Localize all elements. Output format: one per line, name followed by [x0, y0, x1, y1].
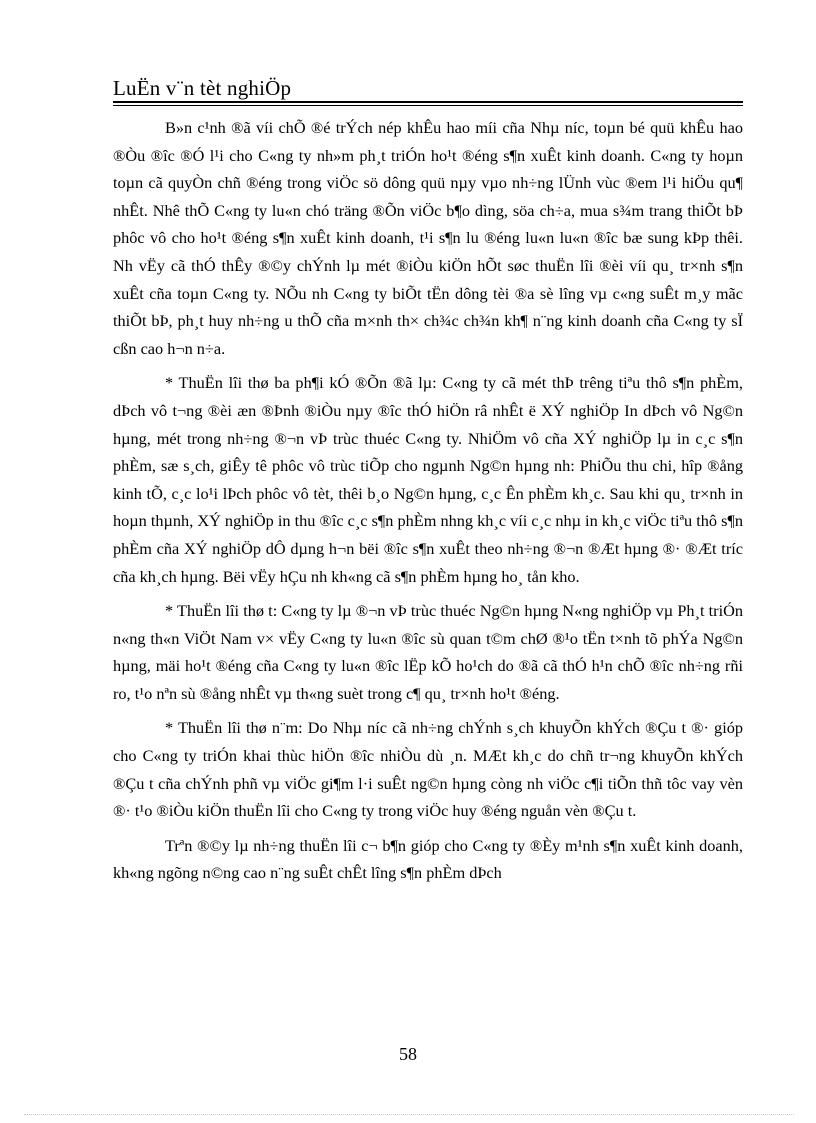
paragraph: Trªn ®©y lµ nh÷ng thuËn lîi c¬ b¶n gióp cho C«ng ty ®Èy m¹nh s¶n xuÊt kinh doanh, kh«ng ngõng n©ng cao n¨ng suÊt chÊt lîng s¶n phÈm dÞch	[113, 835, 743, 883]
header-rule-thin	[113, 105, 743, 106]
paragraph: * ThuËn lîi thø n¨m: Do Nhµ níc cã nh÷ng chÝnh s¸ch khuyÕn khÝch ®Çu t ®· gióp cho C«ng ty triÓn khai thùc hiÖn ®îc nhiÒu dù ¸n. MÆt kh¸c do chñ tr¬ng khuyÕn khÝch ®Çu t cña chÝnh phñ vµ viÖc gi¶m l·i suÊt ng©n hµng còng nh viÖc c¶i tiÕn thñ tôc vay vèn ®· t¹o ®iÒu kiÖn thuËn lîi cho C«ng ty trong viÖc huy ®éng nguån vèn ®Çu t.	[113, 718, 743, 821]
page-header	[113, 76, 743, 100]
paragraph: * ThuËn lîi thø ba ph¶i kÓ ®Õn ®ã lµ: C«ng ty cã mét thÞ trêng tiªu thô s¶n phÈm, dÞch vô t¬ng ®èi æn ®Þnh ®iÒu nµy ®îc thÓ hiÖn râ nhÊt ë XÝ nghiÖp In dÞch vô Ng©n hµng, mét trong nh÷ng ®¬n vÞ trùc thuéc C«ng ty. NhiÖm vô cña XÝ nghiÖp lµ in c¸c s¶n phÈm, sæ s¸ch, giÊy tê phôc vô trùc tiÕp cho ngµnh Ng©n hµng nh: PhiÕu thu chi, hîp ®ång kinh tÕ, c¸c lo¹i lÞch phôc vô tèt, thêi b¸o Ng©n hµng, c¸c Ên phÈm kh¸c. Sau khi qu¸ tr×nh in hoµn thµnh, XÝ nghiÖp in thu ®îc c¸c s¶n phÈm nhng kh¸c víi c¸c nhµ in kh¸c viÖc tiªu thô s¶n phÈm cña XÝ nghiÖp dÔ dµng h¬n bëi ®îc s¶n xuÊt theo nh÷ng ®¬n ®Æt hµng ®· ®Æt tríc cña kh¸ch hµng. Bëi vËy hÇu nh kh«ng cã s¶n phÈm hµng ho¸ tån kho.	[113, 373, 743, 586]
page-number: 58	[399, 1044, 417, 1064]
bottom-divider	[24, 1114, 794, 1115]
paragraph: * ThuËn lîi thø t: C«ng ty lµ ®¬n vÞ trùc thuéc Ng©n hµng N«ng nghiÖp vµ Ph¸t triÓn n«ng th«n ViÖt Nam v× vËy C«ng ty lu«n ®îc sù quan t©m chØ ®¹o tËn t×nh tõ phÝa Ng©n hµng, mäi ho¹t ®éng cña C«ng ty lu«n ®îc lËp kÕ ho¹ch do ®ã cã thÓ h¹n chÕ ®îc nh÷ng rñi ro, t¹o nªn sù ®ång nhÊt vµ th«ng suèt trong c¶ qu¸ tr×nh ho¹t ®éng.	[113, 601, 743, 703]
header-rule	[113, 101, 743, 103]
body-text	[113, 114, 743, 894]
header-title: LuËn v¨n tèt nghiÖp	[113, 76, 292, 100]
paragraph: B»n c¹nh ®ã víi chÕ ®é trÝch nép khÊu hao míi cña Nhµ níc, toµn bé quü khÊu hao ®Òu ®îc ®Ó l¹i cho C«ng ty nh»m ph¸t triÓn ho¹t ®éng s¶n xuÊt kinh doanh. C«ng ty hoµn toµn cã quyÒn chñ ®éng trong viÖc sö dông quü nµy vµo nh÷ng lÜnh vùc ®em l¹i hiÖu qu¶ nhÊt. Nhê thÕ C«ng ty lu«n chó träng ®Õn viÖc b¶o dìng, söa ch÷a, mua s¾m trang thiÕt bÞ phôc vô cho ho¹t ®éng s¶n xuÊt kinh doanh, t¹i s¶n lu ®éng lu«n lu«n ®îc bæ sung kÞp thêi. Nh vËy cã thÓ thÊy ®©y chÝnh lµ mét ®iÒu kiÖn hÕt søc thuËn lîi ®èi víi qu¸ tr×nh s¶n xuÊt cña toµn C«ng ty. NÕu nh C«ng ty biÕt tËn dông tèi ®a sè lîng vµ c«ng suÊt m¸y mãc thiÕt bÞ, ph¸t huy nh÷ng u thÕ cña m×nh th× ch¾c ch¾n kh¶ n¨ng kinh doanh cña C«ng ty sÏ cßn cao h¬n n÷a.	[113, 118, 743, 358]
